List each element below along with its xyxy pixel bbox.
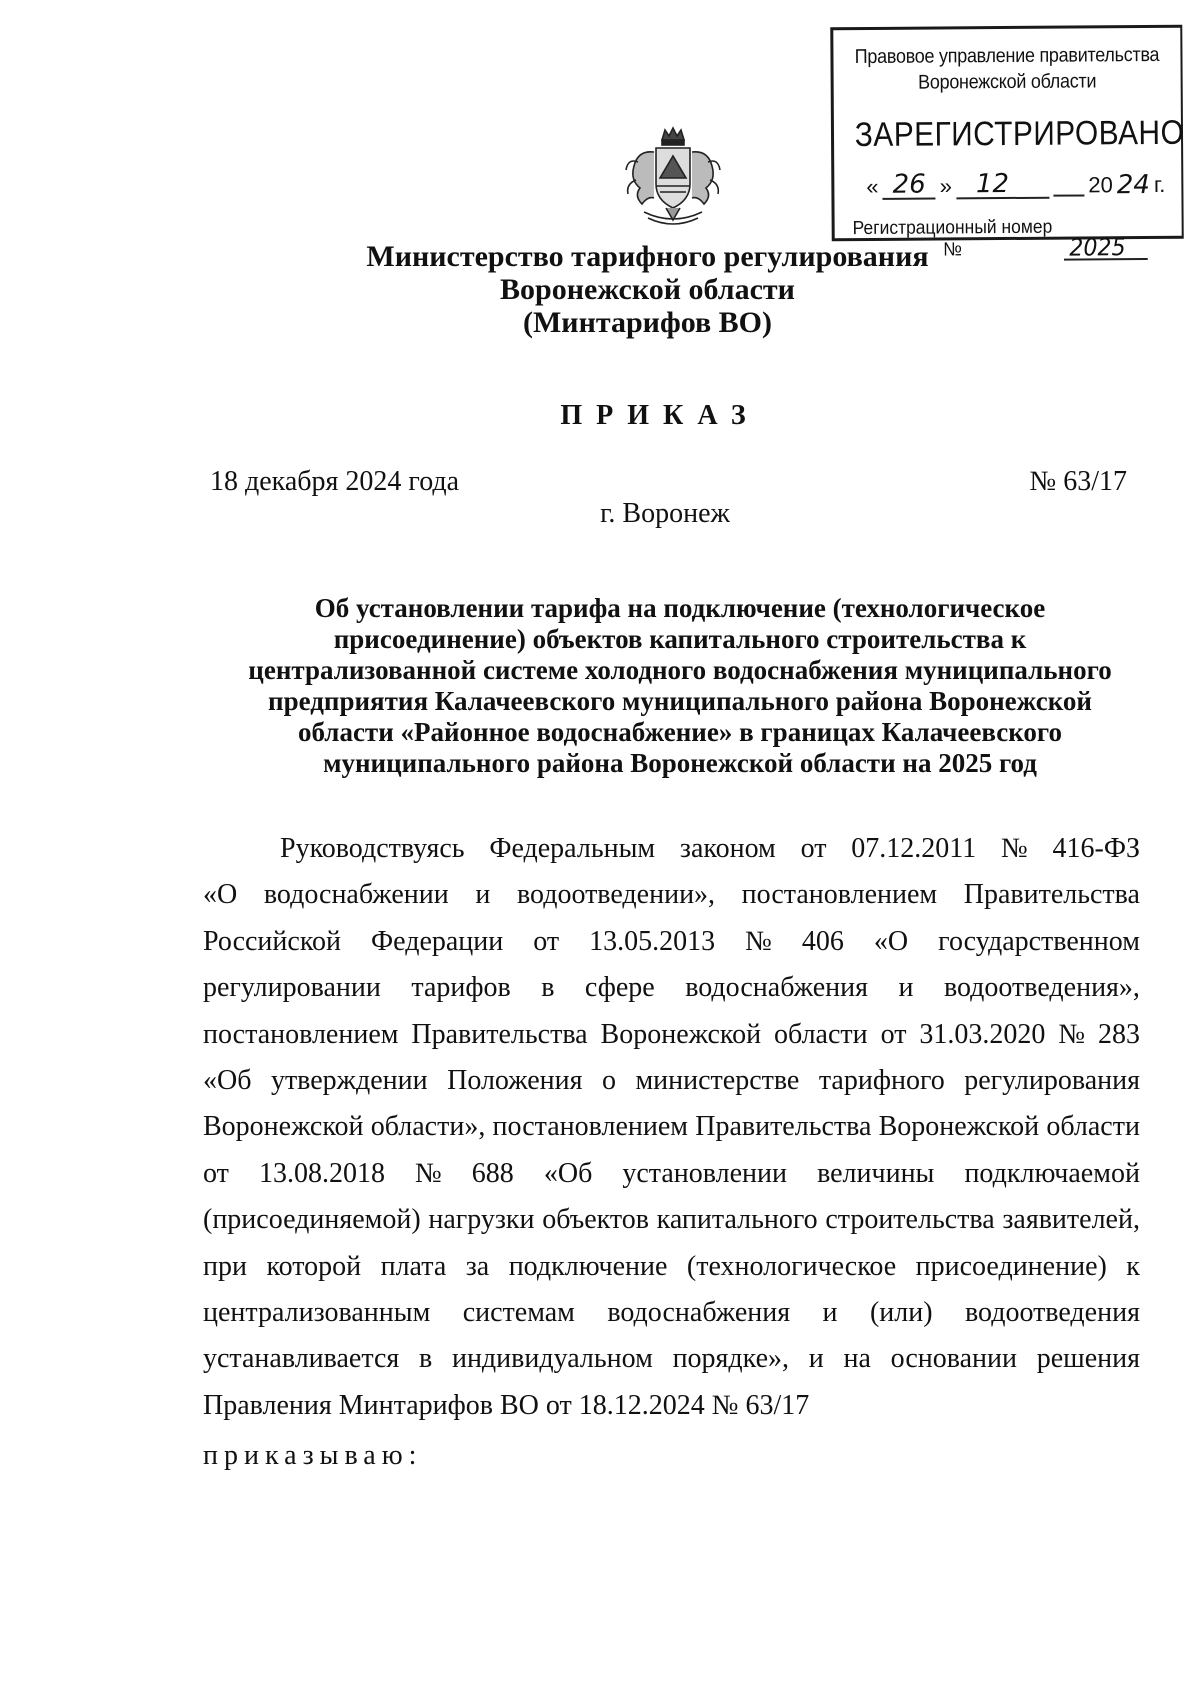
stamp-date [866, 170, 1165, 200]
body-word: которой [266, 1250, 362, 1282]
body-word: тарифного [818, 1065, 945, 1097]
body-word: подключаемой [964, 1157, 1140, 1189]
body-word: в [418, 1343, 433, 1375]
body-word: № [415, 1157, 442, 1189]
body-word: «О [203, 879, 238, 911]
stamp-year-unit: г. [1153, 171, 1166, 197]
body-word: регулирования [964, 1065, 1140, 1097]
stamp-org-line2: Воронежской области [917, 70, 1097, 94]
order-title: ПРИКАЗ [560, 400, 760, 431]
body-word: устанавливается [203, 1343, 400, 1375]
stamp-year-prefix: 20 [1088, 172, 1113, 198]
registration-stamp [830, 25, 1185, 262]
body-line [203, 1244, 1140, 1290]
body-word: области», [370, 1111, 486, 1143]
body-word: и [808, 1343, 824, 1375]
body-word: величины [817, 1157, 935, 1189]
body-word: от [203, 1157, 229, 1189]
body-line [203, 1104, 1140, 1150]
body-word: заявителей, [1002, 1204, 1140, 1236]
body-word: водоснабжения [607, 1297, 791, 1329]
stamp-date-mid: » [939, 173, 953, 199]
body-line [203, 1197, 1140, 1243]
body-word: сфере [584, 972, 655, 1004]
body-word: Положения [447, 1065, 583, 1097]
order-number: № 63/17 [1029, 466, 1127, 497]
body-word: «Об [203, 1065, 252, 1097]
ministry-abbreviation: (Минтарифов ВО) [523, 306, 772, 339]
ministry-name: Министерство тарифного регулирования [366, 240, 929, 273]
decree-word: приказываю: [203, 1440, 423, 1471]
body-word: 31.03.2020 [919, 1018, 1046, 1050]
body-word: Руководствуясь [280, 833, 465, 864]
body-word: объектов [542, 1204, 649, 1236]
body-line [203, 1012, 1140, 1058]
stamp-org-line1: Правовое управление правительства [854, 43, 1160, 69]
body-word: подключение [508, 1250, 668, 1282]
body-word: индивидуальном [451, 1343, 653, 1375]
body-word: 13.08.2018 [258, 1157, 385, 1189]
stamp-year-suffix: 24 [1116, 170, 1151, 201]
stamp-date-line [1053, 193, 1084, 196]
body-word: № [745, 925, 772, 957]
body-word: «Об [543, 1157, 593, 1189]
body-word: установлении [622, 1157, 787, 1189]
body-word: плата [380, 1250, 447, 1282]
body-word: 07.12.2011 [851, 833, 977, 864]
body-word: к [1126, 1250, 1140, 1282]
stamp-reg-label: Регистрационный номер № [852, 216, 1053, 261]
stamp-organization [851, 42, 1164, 96]
body-word: Правительства [963, 879, 1140, 911]
body-word: 406 [801, 925, 844, 957]
subject-line: Об установлении тарифа на подключение (технологическое [314, 593, 1046, 623]
body-line [203, 1336, 1140, 1382]
body-word: № [1058, 1018, 1086, 1050]
subject-line: централизованной системе холодного водоснабжения муниципального [248, 655, 1112, 685]
stamp-day: 26 [883, 171, 936, 199]
body-word: № [1001, 833, 1028, 864]
ministry-header [0, 240, 1200, 339]
body-word: и [822, 1297, 838, 1329]
body-word: и [898, 972, 914, 1004]
body-line [203, 1151, 1140, 1197]
body-word: водоотведения», [943, 972, 1140, 1004]
body-word: от [880, 1018, 907, 1050]
body-word: централизованным [203, 1297, 431, 1329]
body-word: строительства [825, 1204, 995, 1236]
order-city: г. Воронеж [600, 498, 730, 529]
body-word: капитального [656, 1204, 818, 1236]
body-word: Федеральным [489, 833, 656, 864]
body-word: Российской [203, 925, 341, 957]
body-word: системам [462, 1297, 575, 1329]
body-word: 283 [1097, 1018, 1140, 1050]
body-word: постановлением [203, 1018, 399, 1050]
body-word: области [774, 1018, 868, 1050]
body-line [203, 965, 1140, 1011]
body-line [203, 919, 1140, 965]
body-word: Правления Минтарифов ВО от 18.12.2024 № 63/17 [203, 1389, 810, 1421]
subject-line: области «Районное водоснабжение» в границах Калачеевского [297, 717, 1063, 747]
ministry-region: Воронежской области [500, 273, 795, 306]
body-line [203, 1383, 1140, 1429]
order-body [203, 826, 1140, 1429]
body-word: основании [890, 1343, 1017, 1375]
body-word: при [203, 1250, 247, 1282]
body-line [203, 872, 1140, 918]
body-word: за [465, 1250, 490, 1282]
body-word: постановлением [492, 1111, 689, 1143]
order-date-row [210, 466, 1127, 498]
coat-of-arms-icon [620, 122, 726, 234]
body-word: о [601, 1065, 616, 1097]
stamp-date-open: « [866, 173, 879, 199]
body-word: Воронежской [600, 1018, 762, 1050]
order-date: 18 декабря 2024 года [210, 466, 460, 497]
body-word: от [800, 833, 827, 864]
body-word: 688 [471, 1157, 514, 1189]
body-word: (технологическое [686, 1250, 897, 1282]
body-word: решения [1036, 1343, 1140, 1375]
body-word: Воронежской [878, 1111, 1040, 1143]
body-word: нагрузки [428, 1204, 535, 1236]
body-word: Правительства [695, 1111, 872, 1143]
body-word: водоотведении», [516, 879, 716, 911]
body-word: и [475, 879, 491, 911]
body-word: 13.05.2013 [589, 925, 716, 957]
stamp-month: 12 [956, 171, 1049, 200]
subject-line: предприятия Калачеевского муниципального района Воронежской [268, 686, 1092, 716]
body-word: на [843, 1343, 871, 1375]
body-word: постановлением [741, 879, 938, 911]
body-word: порядке», [672, 1343, 790, 1375]
body-word: министерстве [635, 1065, 800, 1097]
body-line [203, 1058, 1140, 1104]
body-word: регулировании [203, 972, 381, 1004]
body-word: утверждении [270, 1065, 428, 1097]
body-word: Воронежской [203, 1111, 364, 1143]
body-word: 416-ФЗ [1052, 833, 1140, 864]
body-line [203, 1290, 1140, 1336]
body-word: Федерации [371, 925, 504, 957]
body-word: водоснабжения [685, 972, 868, 1004]
body-word: от [533, 925, 560, 957]
body-word: (или) [869, 1297, 933, 1329]
body-word: «О [873, 925, 909, 957]
body-word: (присоединяемой) [203, 1204, 421, 1236]
body-word: водоснабжении [263, 879, 449, 911]
body-word: области [1046, 1111, 1140, 1143]
body-word: законом [679, 833, 776, 864]
body-word: водоотведения [964, 1297, 1140, 1329]
body-word: в [541, 972, 555, 1004]
body-word: присоединение) [915, 1250, 1107, 1282]
body-word: Правительства [411, 1018, 588, 1050]
body-word: государственном [938, 925, 1140, 957]
stamp-status: ЗАРЕГИСТРИРОВАНО [854, 113, 1185, 155]
stamp-reg-number: 2025 [1064, 236, 1148, 261]
order-subject [235, 593, 1125, 779]
body-word: тарифов [411, 972, 511, 1004]
subject-line: муниципального района Воронежской области на 2025 год [323, 748, 1037, 778]
body-line [203, 826, 1140, 872]
subject-line: присоединение) объектов капитального строительства к [333, 624, 1027, 654]
